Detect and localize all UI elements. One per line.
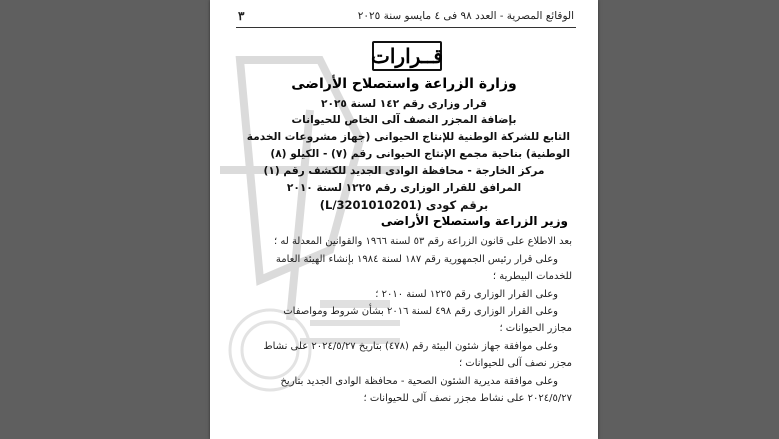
body-line: وعلى موافقة مديرية الشئون الصحية - محافظة الوادى الجديد بتاريخ (280, 376, 558, 387)
minister-heading: وزير الزراعة واستصلاح الأراضى (380, 214, 568, 228)
body-line: بعد الاطلاع على قانون الزراعة رقم ٥٣ لسنة ١٩٦٦ والقوانين المعدلة له ؛ (274, 236, 572, 247)
decree-subject-5: المرافق للقرار الوزارى رقم ١٢٢٥ لسنة ٢٠١٠ (286, 182, 522, 194)
page-number: ٣ (238, 9, 245, 23)
body-line: ٢٠٢٤/٥/٢٧ على نشاط مجزر نصف آلى للحيوانات ؛ (363, 393, 572, 404)
body-line: وعلى موافقة جهاز شئون البيئة رقم (٤٧٨) بتاريخ ٢٠٢٤/٥/٢٧ على نشاط (263, 341, 558, 352)
running-title: الوقائع المصرية - العدد ٩٨ فى ٤ مايسو سنة ٢٠٢٥ (357, 10, 574, 22)
document-content (210, 0, 598, 439)
decree-subject-1: بإضافة المجزر النصف آلى الخاص للحيوانات (291, 114, 517, 126)
body-line: وعلى القرار الوزارى رقم ١٢٢٥ لسنة ٢٠١٠ ؛ (375, 289, 558, 300)
body-line: وعلى قرار رئيس الجمهورية رقم ١٨٧ لسنة ١٩٨٤ بإنشاء الهيئة العامة (275, 254, 558, 265)
running-header (238, 8, 574, 24)
header-divider (236, 27, 576, 28)
decree-subject-3: الوطنية) بناحية مجمع الإنتاج الحيوانى رقم (٧) - الكيلو (٨) (270, 148, 570, 160)
decree-code-value: (L/3201010201) (319, 198, 422, 212)
body-line: مجزر نصف آلى للحيوانات ؛ (458, 358, 572, 369)
decree-code-prefix: برقم كودى (425, 198, 489, 212)
document-page (210, 0, 598, 439)
ministry-title: وزارة الزراعة واستصلاح الأراضى (291, 76, 517, 92)
decree-subject-4: مركز الخارجة - محافظة الوادى الجديد للكشف رقم (١) (263, 165, 545, 177)
body-line: مجازر الحيوانات ؛ (499, 323, 572, 334)
body-line: للخدمات البيطرية ؛ (492, 271, 572, 282)
decree-subject-2: التابع للشركة الوطنية للإنتاج الحيوانى (جهاز مشروعات الخدمة (246, 131, 570, 143)
section-title: قــرارات (372, 41, 442, 71)
decree-code-line (210, 198, 598, 212)
decree-number: قرار وزارى رقم ١٤٢ لسنة ٢٠٢٥ (321, 98, 487, 110)
body-line: وعلى القرار الوزارى رقم ٤٩٨ لسنة ٢٠١٦ بشأن شروط ومواصفات (283, 306, 558, 317)
